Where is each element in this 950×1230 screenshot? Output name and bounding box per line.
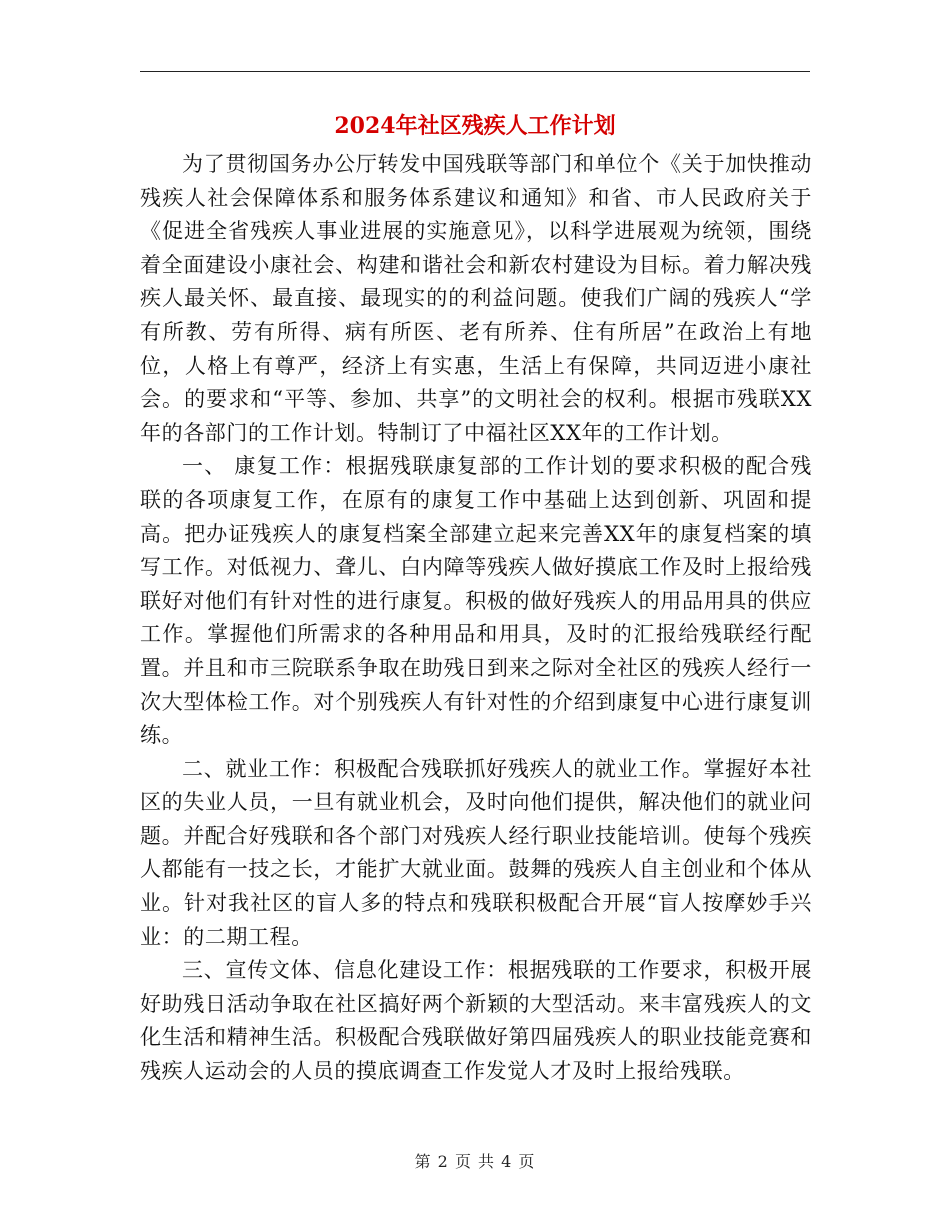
paragraph-rehabilitation: 一、 康复工作：根据残联康复部的工作计划的要求积极的配合残联的各项康复工作，在原有的康复工作中基础上达到创新、巩固和提高。把办证残疾人的康复档案全部建立起来完善XX年的康复档案的填写工作。对低视力、聋儿、白内障等残疾人做好摸底工作及时上报给残联好对他们有针对性的进行康复。积极的做好残疾人的用品用具的供应工作。掌握他们所需求的各种用品和用具，及时的汇报给残联经行配置。并且和市三院联系争取在助残日到来之际对全社区的残疾人经行一次大型体检工作。对个别残疾人有针对性的介绍到康复中心进行康复训练。	[140, 454, 812, 748]
page-number-footer: 第 2 页 共 4 页	[414, 1152, 536, 1171]
paragraph-intro: 为了贯彻国务办公厅转发中国残联等部门和单位个《关于加快推动残疾人社会保障体系和服务体系建议和通知》和省、市人民政府关于《促进全省残疾人事业进展的实施意见》，以科学进展观为统领，围绕着全面建设小康社会、构建和谐社会和新农村建设为目标。着力解决残疾人最关怀、最直接、最现实的的利益问题。使我们广阔的残疾人“学有所教、劳有所得、病有所医、老有所养、住有所居”在政治上有地位，人格上有尊严，经济上有实惠，生活上有保障，共同迈进小康社会。的要求和“平等、参加、共享”的文明社会的权利。根据市残联XX年的各部门的工作计划。特制订了中福社区XX年的工作计划。	[140, 152, 812, 445]
document-title: 2024年社区残疾人工作计划	[334, 113, 616, 139]
header-rule	[140, 71, 810, 72]
document-body	[140, 148, 812, 1089]
paragraph-publicity: 三、宣传文体、信息化建设工作：根据残联的工作要求，积极开展好助残日活动争取在社区搞好两个新颖的大型活动。来丰富残疾人的文化生活和精神生活。积极配合残联做好第四届残疾人的职业技能竞赛和残疾人运动会的人员的摸底调查工作发觉人才及时上报给残联。	[140, 958, 812, 1084]
paragraph-employment: 二、就业工作：积极配合残联抓好残疾人的就业工作。掌握好本社区的失业人员，一旦有就业机会，及时向他们提供，解决他们的就业问题。并配合好残联和各个部门对残疾人经行职业技能培训。使每个残疾人都能有一技之长，才能扩大就业面。鼓舞的残疾人自主创业和个体从业。针对我社区的盲人多的特点和残联积极配合开展“盲人按摩妙手兴业：的二期工程。	[140, 756, 812, 949]
